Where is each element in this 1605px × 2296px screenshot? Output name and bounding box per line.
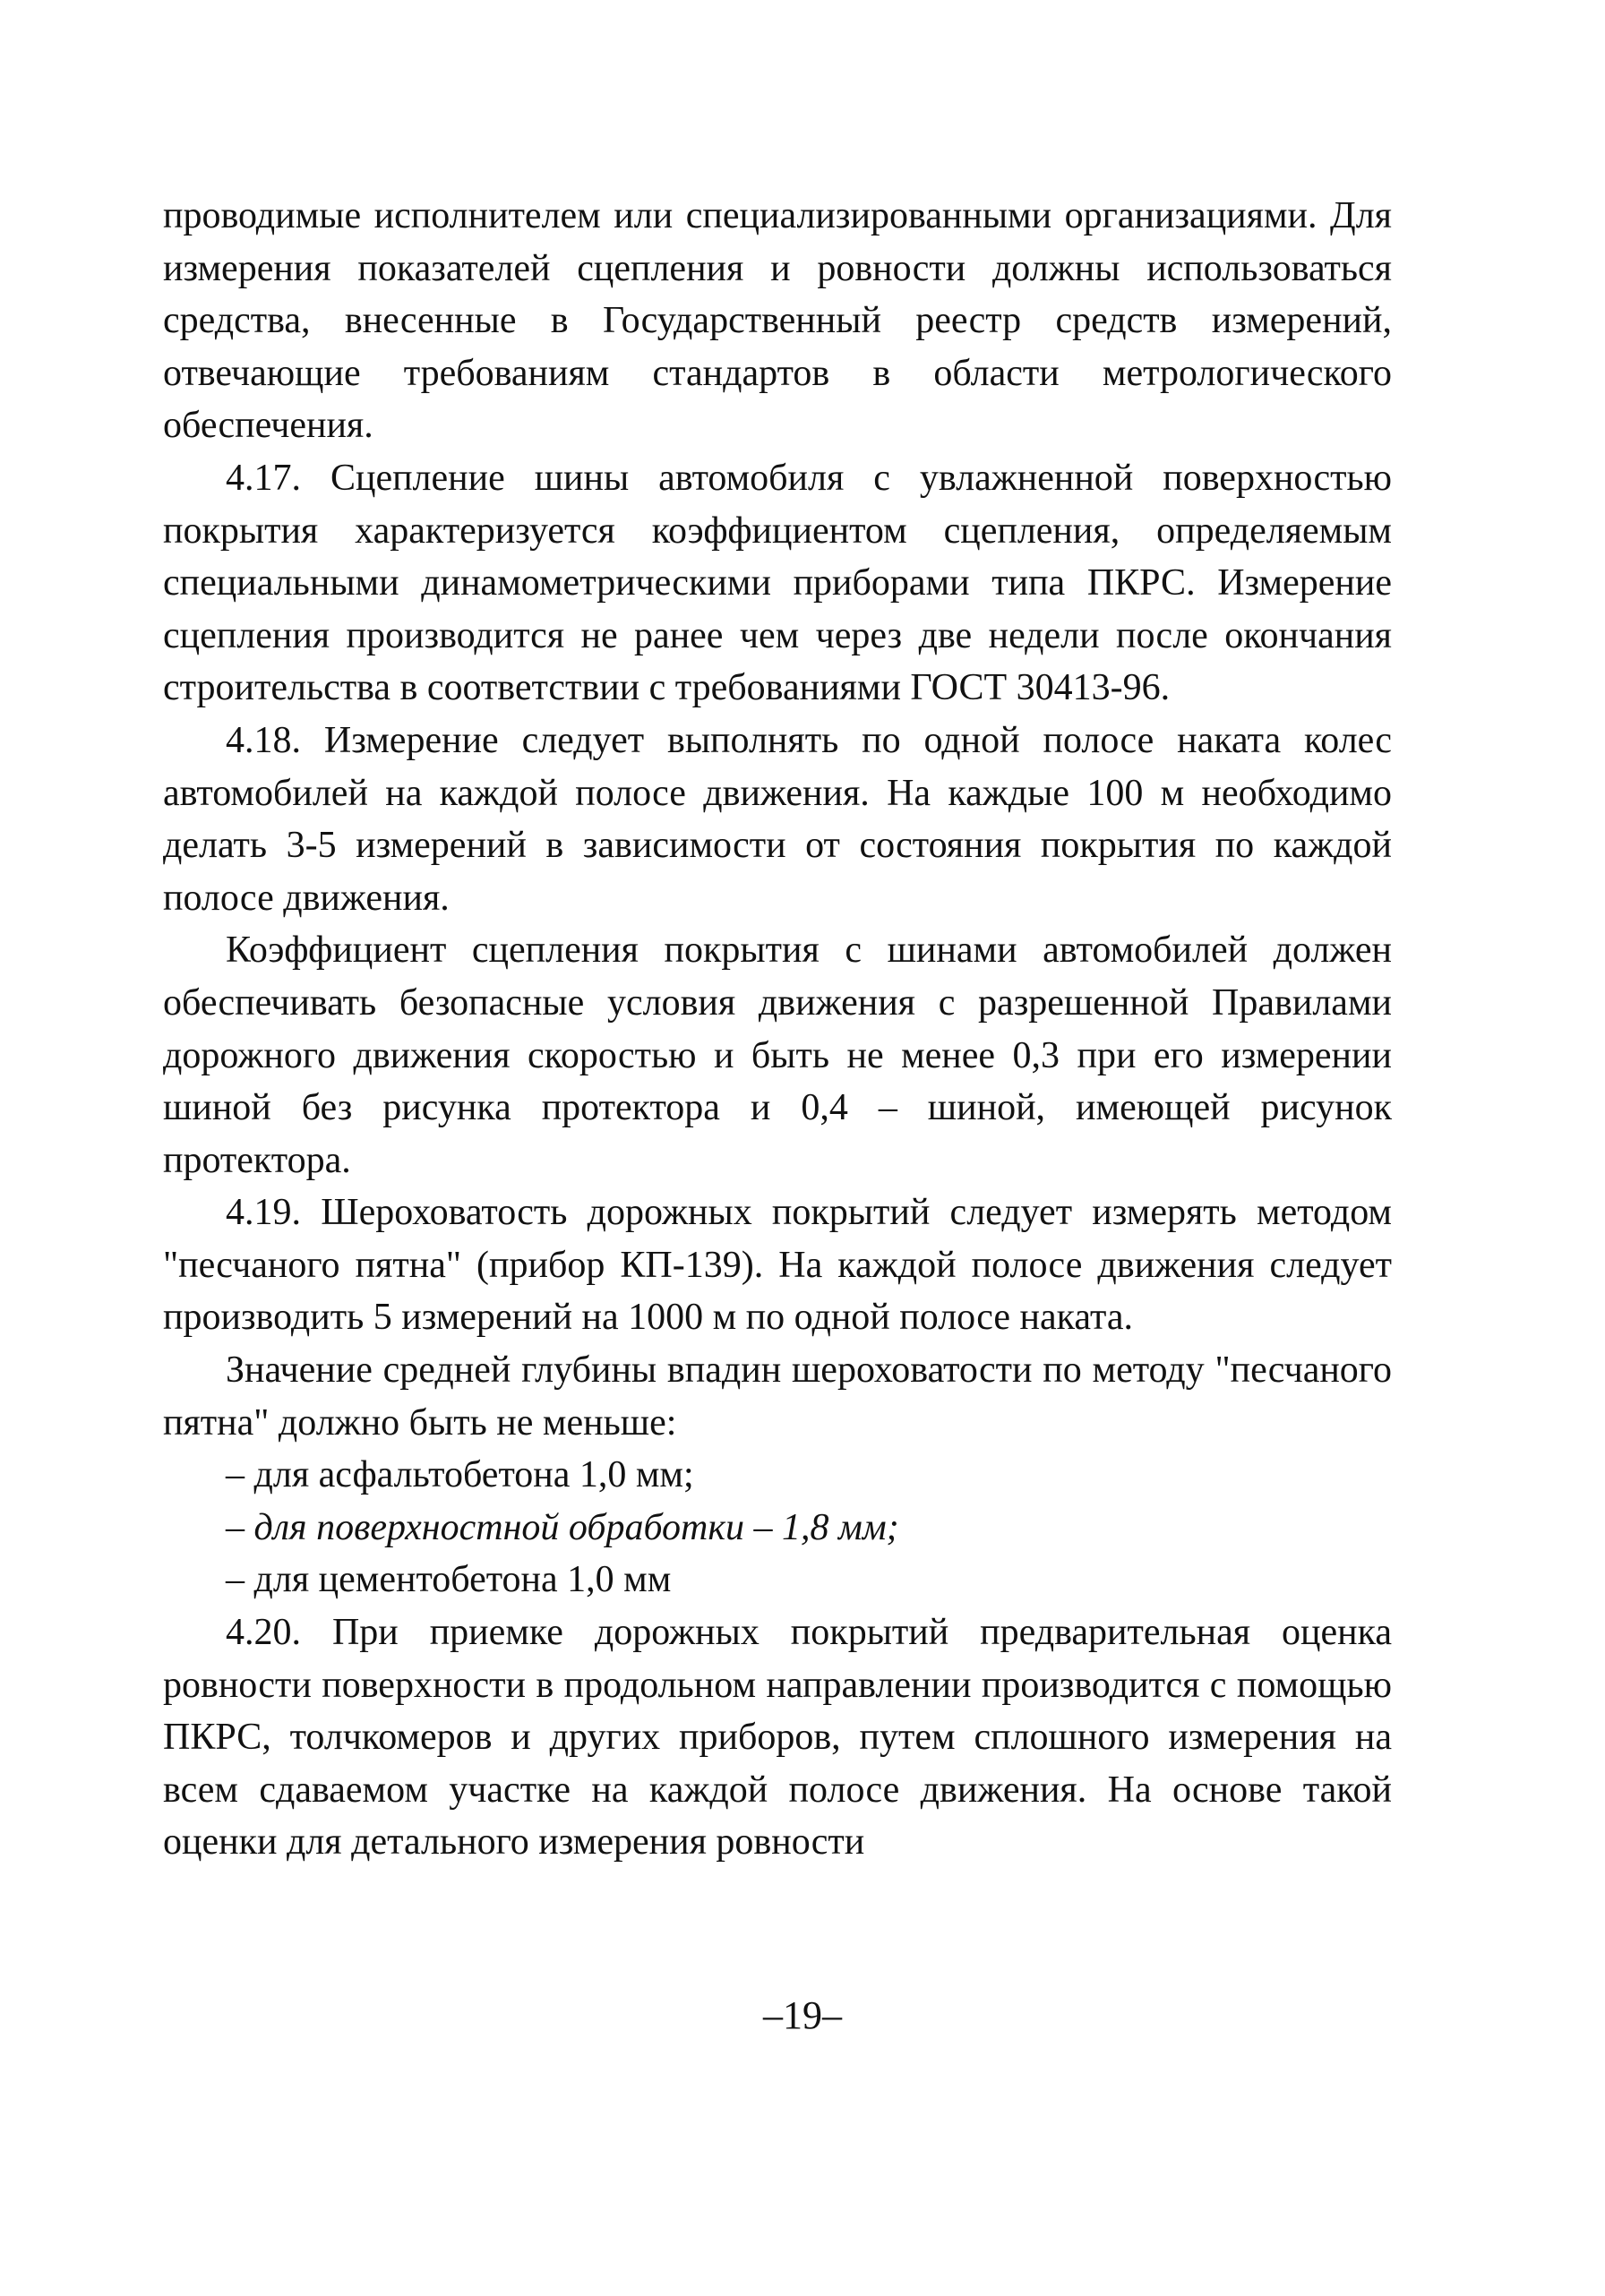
list-item-asphalt: – для асфальтобетона 1,0 мм; [226,1454,694,1496]
paragraph-4-18: 4.18. Измерение следует выполнять по одной полосе наката колес автомобилей на каждой полосе движения. На каждые 100 м необходимо делать 3-5 измерений в зависимости от состояния покрытия по каждой полосе движения. [163,719,1392,919]
body-text [163,190,1392,1869]
paragraph-4-19: 4.19. Шероховатость дорожных покрытий следует измерять методом "песчаного пятна" (прибор КП-139). На каждой полосе движения следует производить 5 измерений на 1000 м по одной полосе наката. [163,1192,1392,1339]
page-number: –19– [763,1993,842,2037]
paragraph-continuation: проводимые исполнителем или специализированными организациями. Для измерения показателей сцепления и ровности должны использоваться средства, внесенные в Государственный реестр средств измерений, отвечающие требованиям стандартов в области метрологического обеспечения. [163,195,1392,447]
list-item-cement-concrete: – для цементобетона 1,0 мм [226,1559,672,1601]
paragraph-4-20: 4.20. При приемке дорожных покрытий предварительная оценка ровности поверхности в продольном направлении производится с помощью ПКРС, толчкомеров и других приборов, путем сплошного измерения на всем сдаваемом участке на каждой полосе движения. На основе такой оценки для детального измерения ровности [163,1612,1392,1863]
paragraph-4-17: 4.17. Сцепление шины автомобиля с увлажненной поверхностью покрытия характеризуется коэффициентом сцепления, определяемым специальными динамометрическими приборами типа ПКРС. Измерение сцепления производится не ранее чем через две недели после окончания строительства в соответствии с требованиями ГОСТ 30413-96. [163,457,1392,709]
paragraph-roughness-depth: Значение средней глубины впадин шероховатости по методу "песчаного пятна" должно быть не меньше: [163,1349,1392,1444]
list-item-surface-treatment: – для поверхностной обработки – 1,8 мм; [226,1506,899,1548]
paragraph-friction-coefficient: Коэффициент сцепления покрытия с шинами автомобилей должен обеспечивать безопасные условия движения с разрешенной Правилами дорожного движения скоростью и быть не менее 0,3 при его измерении шиной без рисунка протектора и 0,4 – шиной, имеющей рисунок протектора. [163,930,1392,1181]
